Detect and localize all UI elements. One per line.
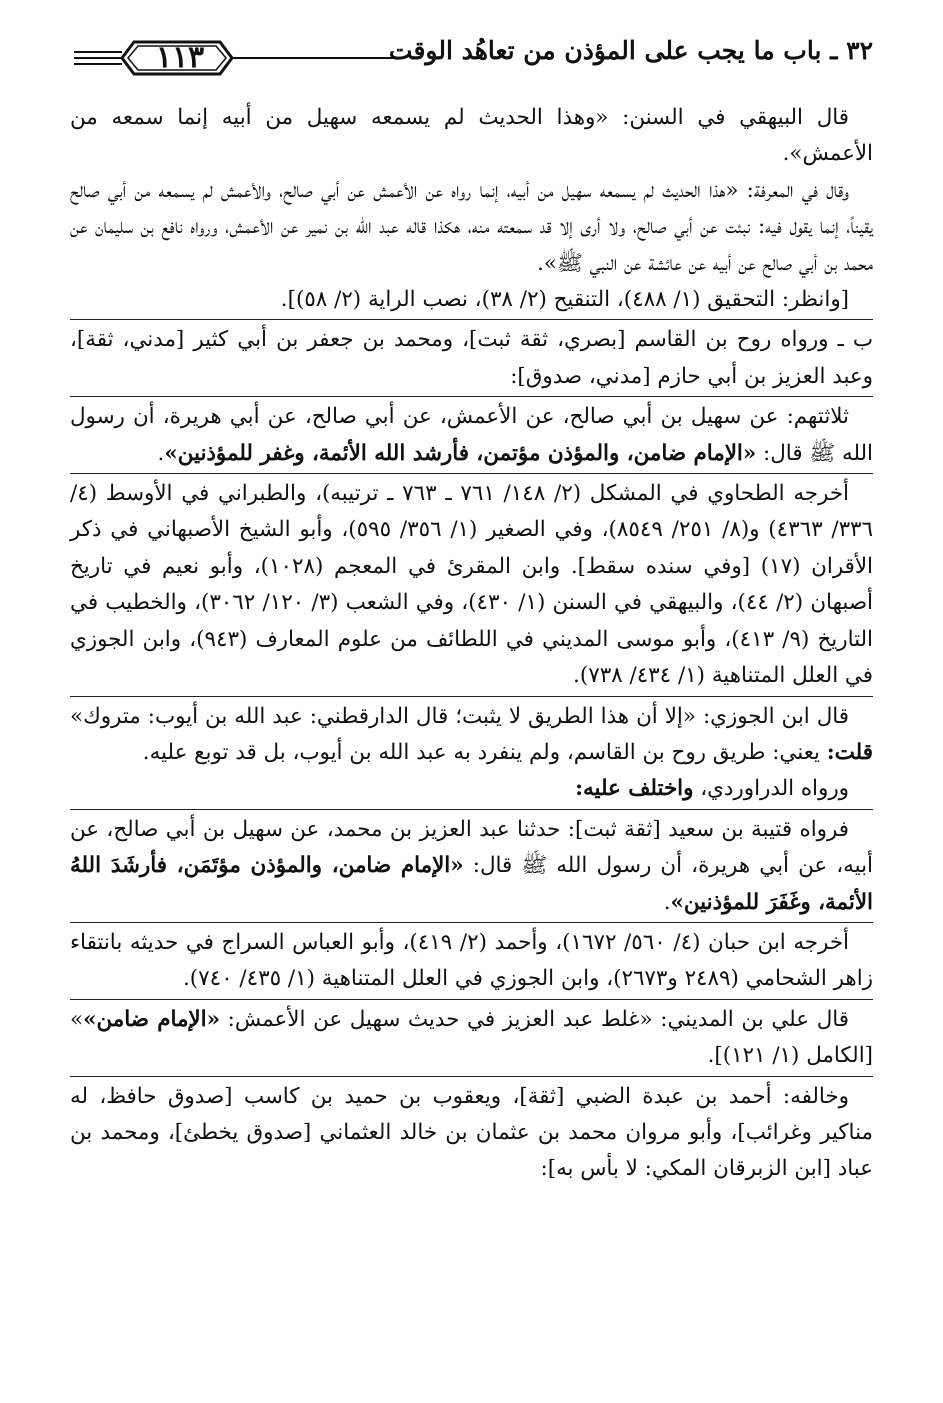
section-divider: [70, 1076, 873, 1077]
chapter-title: ٣٢ ـ باب ما يجب على المؤذن من تعاهُد الوقت: [388, 36, 873, 65]
narration-text: فرواه قتيبة بن سعيد [ثقة ثبت]: حدثنا عبد العزيز بن محمد، عن سهيل بن أبي صالح، عن أبيه، عن أبي هريرة، أن رسول الله ﷺ قال:: [70, 816, 874, 879]
quote-text: قال ابن الجوزي: «إلا أن هذا الطريق لا يثبت؛ قال الدارقطني: عبد الله بن أيوب: متروك»: [70, 703, 849, 729]
paragraph: وقال في المعرفة: «هذا الحديث لم يسمعه سهيل من أبيه، إنما رواه عن الأعمش عن أبي صالح، والأعمش لم يسمعه من أبي صالح يقيناً، إنما يقول فيه: نبئت عن أبي صالح، ولا أرى إلا قد سمعته منه، هكذا قاله عبد الله بن نمير عن الأعمش، ورواه نافع بن سليمان عن محمد بن أبي صالح عن أبيه عن عائشة عن النبي ﷺ».: [70, 177, 873, 276]
paragraph: قال البيهقي في السنن: «وهذا الحديث لم يسمعه سهيل من أبيه إنما سمعه من الأعمش».: [70, 105, 873, 167]
note-text: يعني: طريق روح بن القاسم، ولم ينفرد به عبد الله بن أيوب، بل قد توبع عليه.: [142, 739, 827, 765]
paragraph: [70, 1002, 873, 1075]
narration-text: ثلاثتهم: عن سهيل بن أبي صالح، عن الأعمش، عن أبي صالح، عن أبي هريرة، أن رسول الله ﷺ قال:: [70, 404, 873, 466]
page-body: [70, 100, 873, 1188]
quote-text: قال علي بن المديني: «غلط عبد العزيز في حديث سهيل عن الأعمش:: [219, 1006, 849, 1032]
section-divider: [70, 999, 873, 1000]
paragraph: [70, 812, 873, 921]
paragraph: [70, 771, 873, 807]
paragraph: أخرجه ابن حبان (٤/ ٥٦٠/ ١٦٧٢)، وأحمد (٢/ ٤١٩)، وأبو العباس السراج في حديثه بانتقاء زاهر الشحامي (٢٤٨٩ و٢٦٧٣)، وابن الجوزي في العلل المتناهية (١/ ٤٣٥/ ٧٤٠).: [70, 929, 873, 992]
ornament-frame-icon: [70, 34, 400, 84]
hadith-text: «الإمام ضامن»: [83, 1006, 220, 1032]
reference-text: » [الكامل (١/ ١٢١)].: [70, 1006, 873, 1069]
page-header: [70, 30, 873, 100]
hadith-text: «الإمام ضامن، والمؤذن مؤتَمَن، فأرشَدَ اللهُ الأئمة، وغَفَرَ للمؤذنين»: [70, 853, 873, 915]
paragraph: [70, 699, 873, 772]
section-divider: [70, 396, 873, 397]
section-divider: [70, 473, 873, 474]
section-divider: [70, 696, 873, 697]
hadith-text: «الإمام ضامن، والمؤذن مؤتمن، فأرشد الله الأئمة، وغفر للمؤذنين»: [164, 440, 757, 466]
page-number-ornament: [70, 34, 400, 84]
emphasis-text: واختلف عليه:: [575, 776, 694, 802]
page-number: ١١٣: [155, 40, 205, 75]
paragraph: ب ـ ورواه روح بن القاسم [بصري، ثقة ثبت]، ومحمد بن جعفر بن أبي كثير [مدني، ثقة]، وعبد العزيز بن أبي حازم [مدني، صدوق]:: [70, 327, 873, 389]
book-page: [70, 30, 873, 1373]
paragraph: وخالفه: أحمد بن عبدة الضبي [ثقة]، ويعقوب بن حميد بن كاسب [صدوق حافظ، له مناكير وغرائب]، وأبو مروان محمد بن عثمان بن خالد العثماني [صدوق يخطئ]، ومحمد بن عباد [ابن الزبرقان المكي: لا بأس به]:: [70, 1083, 873, 1182]
paragraph: [وانظر: التحقيق (١/ ٤٨٨)، التنقيح (٢/ ٣٨)، نصب الراية (٢/ ٥٨)].: [280, 287, 849, 313]
section-divider: [70, 922, 873, 923]
punctuation: .: [157, 440, 165, 466]
paragraph: [70, 399, 873, 472]
section-divider: [70, 809, 873, 810]
note-label: قلت:: [826, 739, 873, 765]
section-divider: [70, 319, 873, 320]
paragraph: أخرجه الطحاوي في المشكل (٢/ ١٤٨/ ٧٦١ ـ ٧٦٣ ـ ترتيبه)، والطبراني في الأوسط (٤/ ٣٣٦/ ٤٣٦٣) و(٨/ ٢٥١/ ٨٥٤٩)، وفي الصغير (١/ ٣٥٦/ ٥٩٥)، وأبو الشيخ الأصبهاني في ذكر الأقران (١٧) [وفي سنده سقط]. وابن المقرئ في المعجم (١٠٢٨)، وأبو نعيم في تاريخ أصبهان (٢/ ٤٤)، والبيهقي في السنن (١/ ٤٣٠)، وفي الشعب (٣/ ١٢٠/ ٣٠٦٢)، والخطيب في التاريخ (٩/ ٤١٣)، وأبو موسى المديني في اللطائف من علوم المعارف (٩٤٣)، وابن الجوزي في العلل المتناهية (١/ ٤٣٤/ ٧٣٨).: [70, 481, 874, 689]
narration-text: ورواه الدراوردي،: [693, 776, 849, 802]
punctuation: .: [663, 889, 671, 915]
